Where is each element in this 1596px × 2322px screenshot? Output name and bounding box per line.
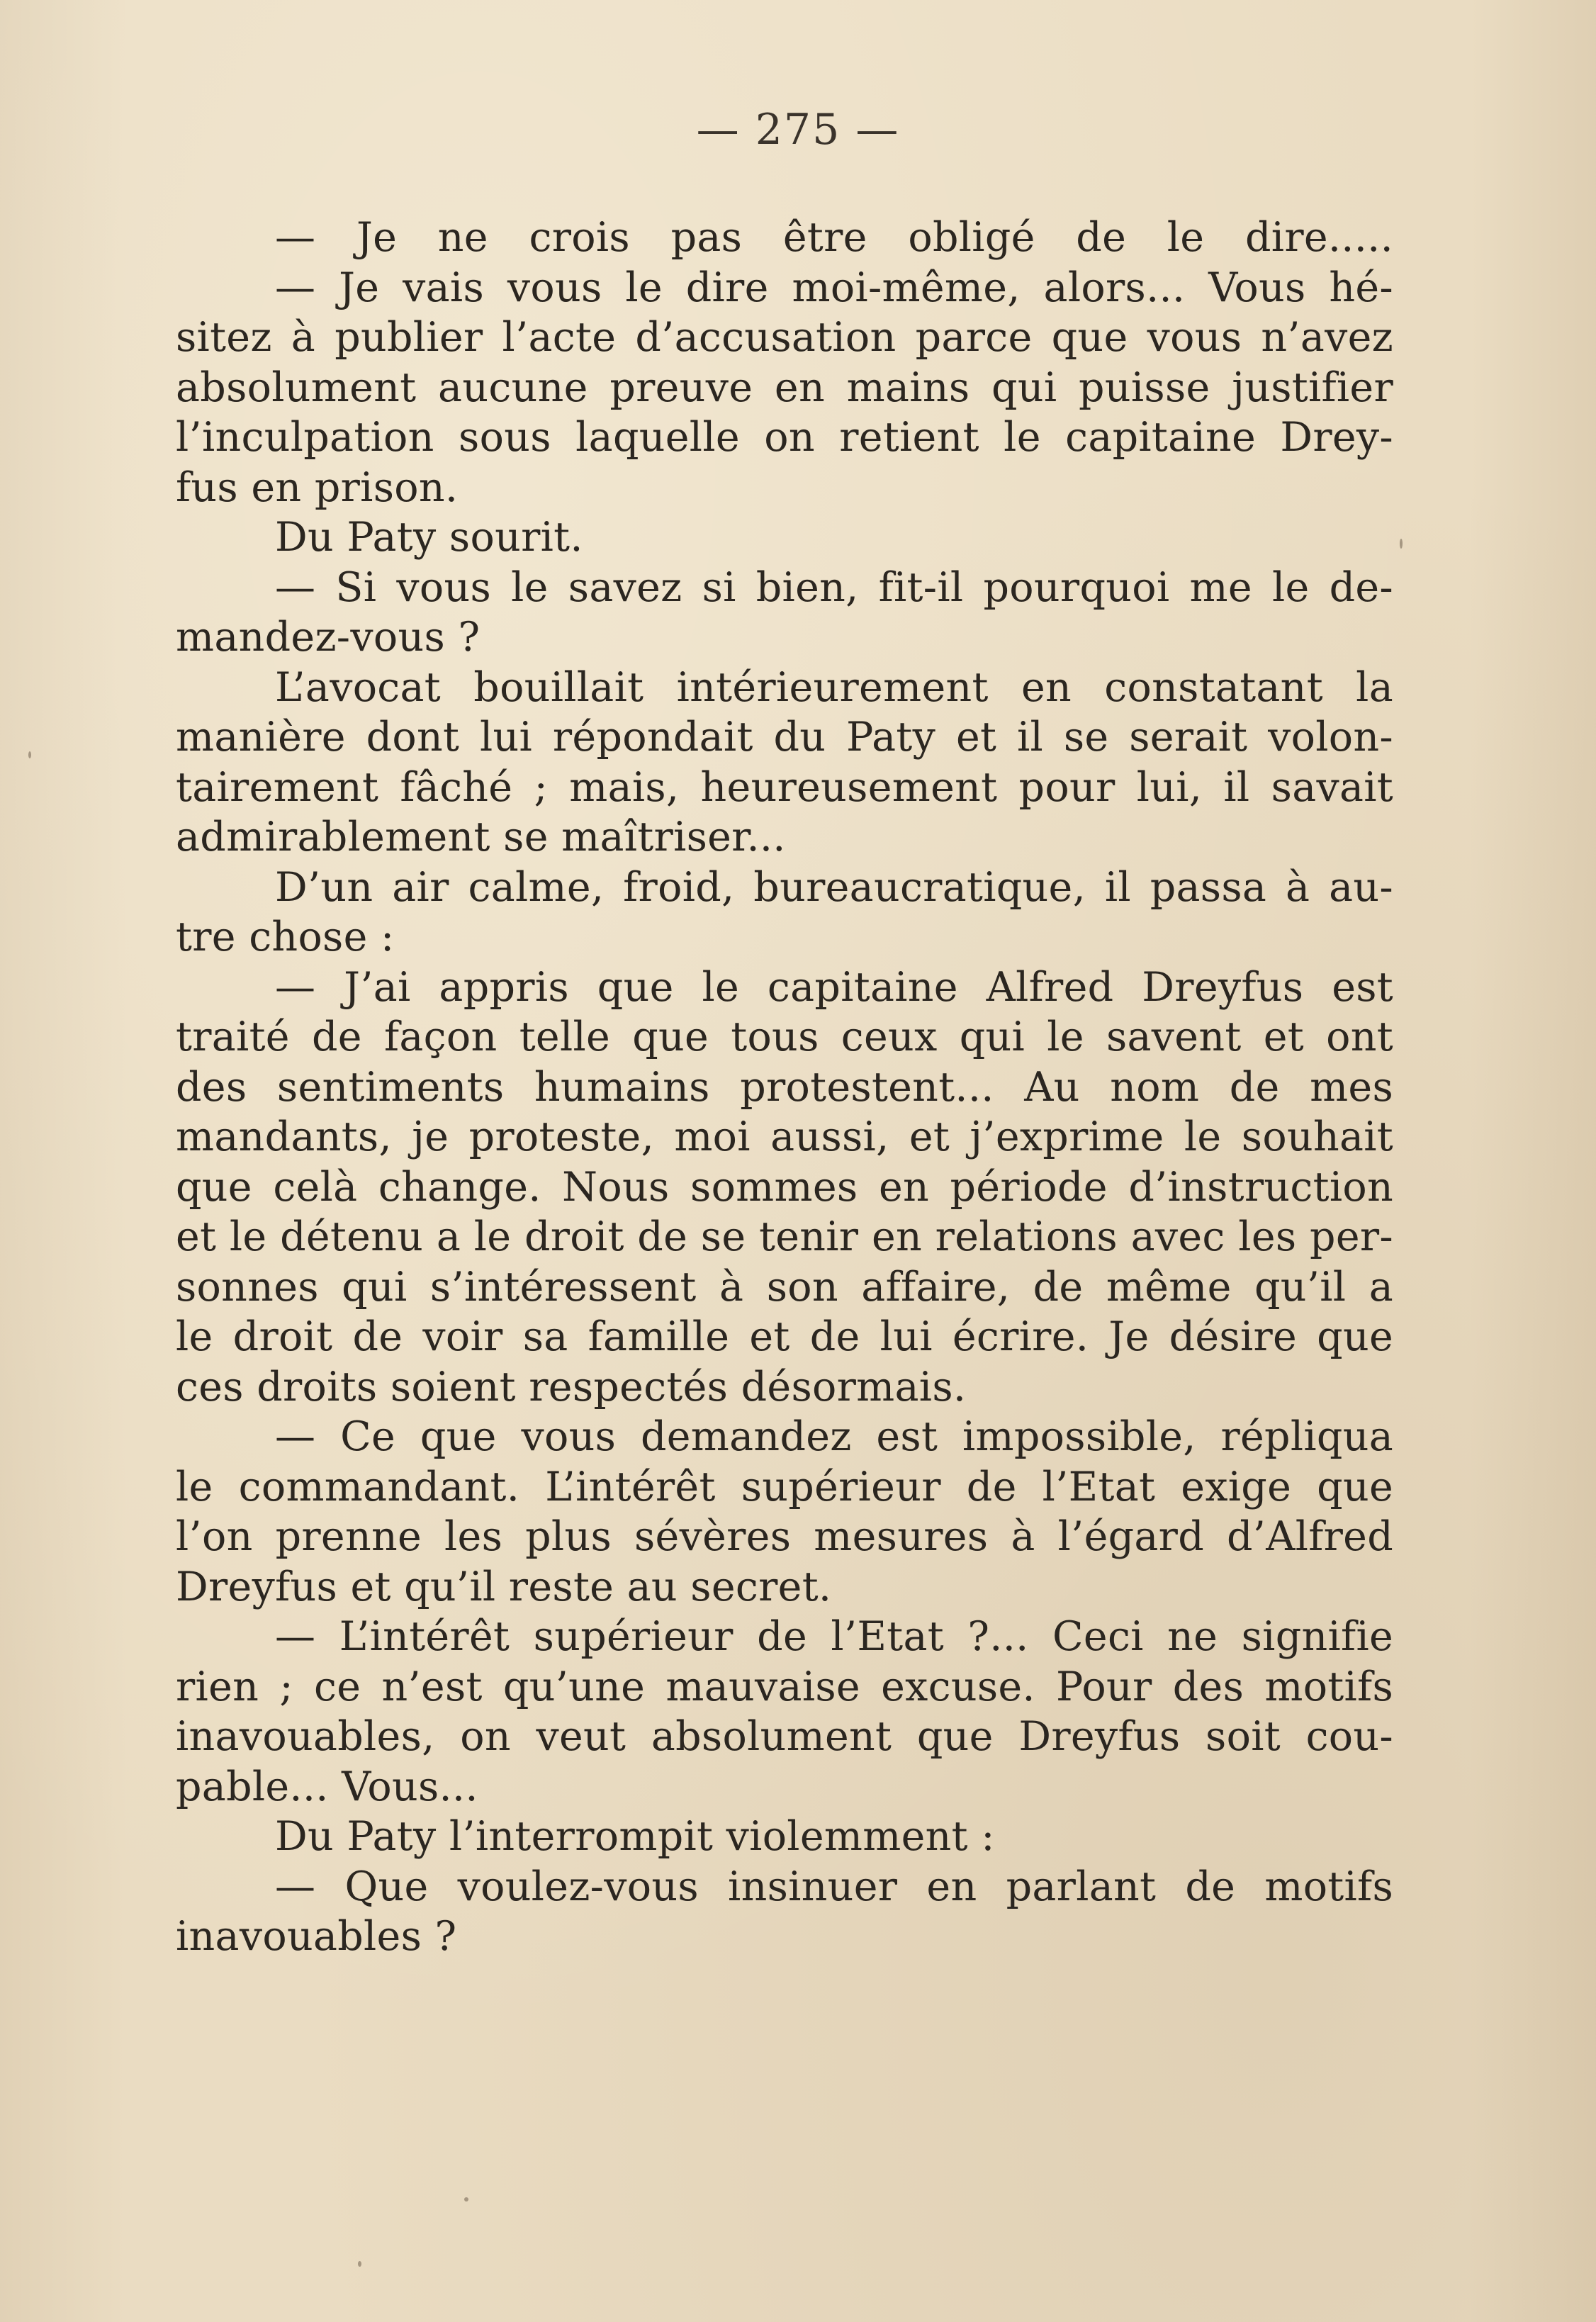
- text-line: le droit de voir sa famille et de lui écrire. Je désire que: [176, 1313, 1393, 1360]
- text-line: des sentiments humains protestent... Au nom de mes: [176, 1063, 1393, 1111]
- text-line: sonnes qui s’intéressent à son affaire, de même qu’il a: [176, 1263, 1393, 1311]
- text-line: — Que voulez-vous insinuer en parlant de motifs: [275, 1863, 1393, 1910]
- text-line: inavouables, on veut absolument que Dreyfus soit cou-: [176, 1713, 1393, 1760]
- text-line: pable... Vous...: [176, 1763, 478, 1810]
- text-line: mandants, je proteste, moi aussi, et j’exprime le souhait: [176, 1114, 1393, 1160]
- text-line: tre chose :: [176, 914, 395, 960]
- text-line: absolument aucune preuve en mains qui puisse justifier: [176, 364, 1393, 411]
- text-line: — L’intérêt supérieur de l’Etat ?... Ceci ne signifie: [275, 1613, 1393, 1660]
- text-line: et le détenu a le droit de se tenir en relations avec les per-: [176, 1213, 1393, 1260]
- text-line: rien ; ce n’est qu’une mauvaise excuse. Pour des motifs: [176, 1663, 1393, 1710]
- text-line: ces droits soient respectés désormais.: [176, 1363, 967, 1410]
- text-line: l’inculpation sous laquelle on retient le capitaine Drey-: [176, 414, 1393, 461]
- body-text: [176, 213, 1393, 1962]
- text-line: D’un air calme, froid, bureaucratique, il passa à au-: [275, 863, 1393, 911]
- paper-speck: [358, 2261, 361, 2267]
- text-line: Du Paty sourit.: [275, 514, 583, 561]
- text-line: que celà change. Nous sommes en période d’instruction: [176, 1163, 1393, 1211]
- text-line: tairement fâché ; mais, heureusement pour lui, il savait: [176, 763, 1393, 811]
- text-line: L’avocat bouillait intérieurement en constatant la: [275, 663, 1393, 711]
- text-line: — J’ai appris que le capitaine Alfred Dreyfus est: [275, 963, 1393, 1011]
- text-line: — Si vous le savez si bien, fit-il pourquoi me le de-: [275, 563, 1393, 611]
- text-line: manière dont lui répondait du Paty et il se serait volon-: [176, 714, 1393, 761]
- text-line: — Je vais vous le dire moi-même, alors... Vous hé-: [275, 264, 1393, 311]
- text-line: inavouables ?: [176, 1913, 457, 1960]
- text-line: — Ce que vous demandez est impossible, répliqua: [275, 1413, 1393, 1460]
- text-line: Du Paty l’interrompit violemment :: [275, 1813, 995, 1860]
- paper-speck: [464, 2197, 468, 2202]
- text-line: fus en prison.: [176, 464, 459, 511]
- page-number: — 275 —: [696, 105, 900, 155]
- text-line: mandez-vous ?: [176, 614, 481, 661]
- text-line: sitez à publier l’acte d’accusation parce que vous n’avez: [176, 314, 1393, 361]
- text-line: Dreyfus et qu’il reste au secret.: [176, 1563, 832, 1610]
- text-line: admirablement se maîtriser...: [176, 814, 786, 860]
- text-line: traité de façon telle que tous ceux qui le savent et ont: [176, 1014, 1393, 1060]
- text-line: — Je ne crois pas être obligé de le dire.....: [275, 214, 1393, 261]
- paper-speck: [28, 751, 31, 758]
- text-line: le commandant. L’intérêt supérieur de l’Etat exige que: [176, 1463, 1393, 1510]
- paper-speck: [1400, 539, 1403, 549]
- text-line: l’on prenne les plus sévères mesures à l’égard d’Alfred: [176, 1513, 1393, 1560]
